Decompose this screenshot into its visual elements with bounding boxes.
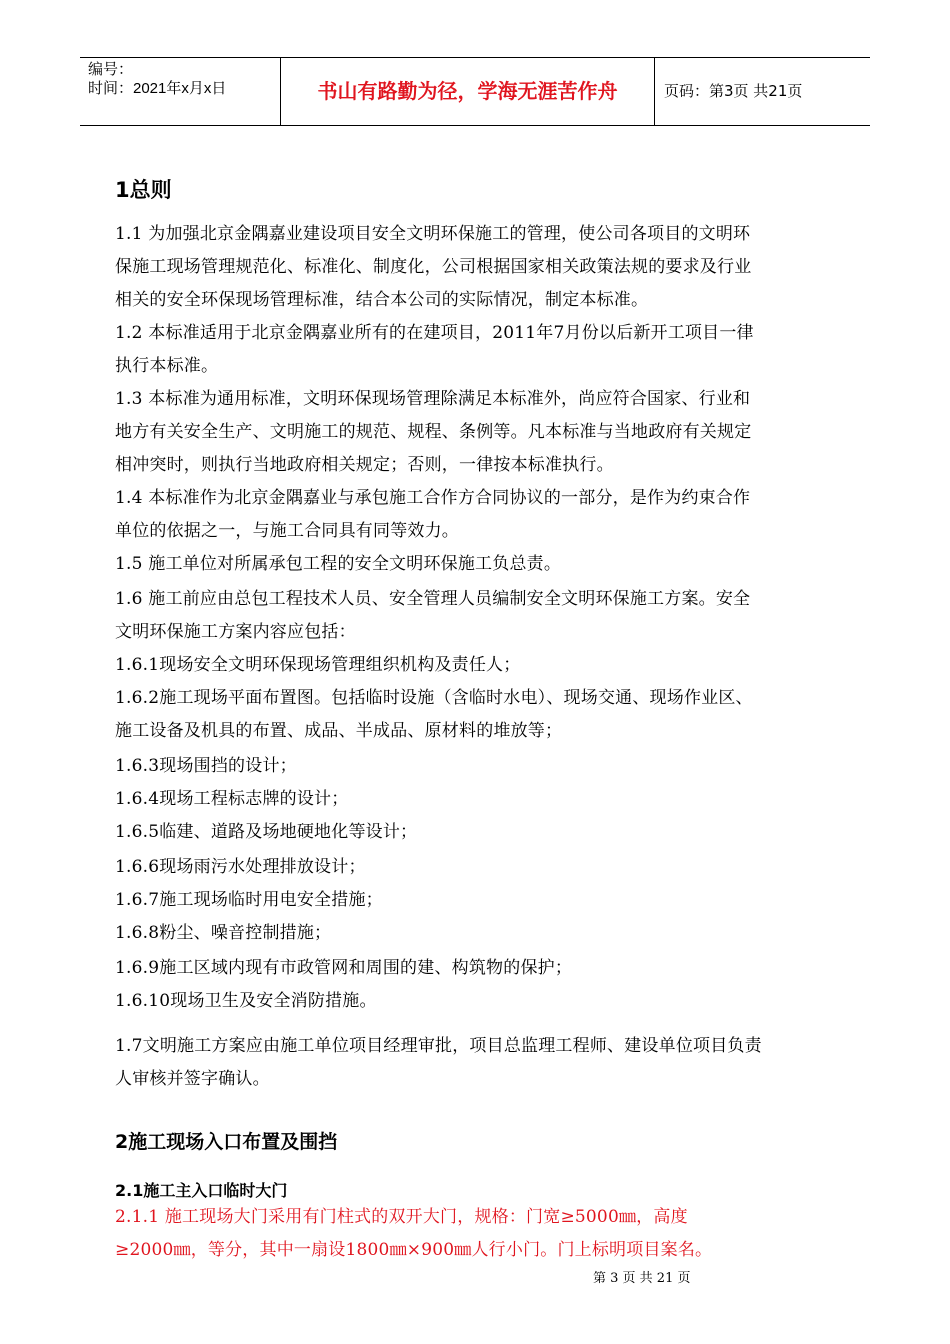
list-item: 1.6.8粉尘、噪音控制措施； (115, 923, 332, 943)
paragraph-line: 执行本标准。 (115, 356, 219, 376)
paragraph-line: ≥2000㎜，等分，其中一扇设1800㎜×900㎜人行小门。门上标明项目案名。 (115, 1240, 713, 1260)
paragraph-line: 1.2 本标准适用于北京金隅嘉业所有的在建项目，2011年7月份以后新开工项目一律 (115, 323, 754, 343)
list-item: 1.6.5临建、道路及场地硬地化等设计； (115, 822, 418, 842)
list-item: 1.6.1现场安全文明环保现场管理组织机构及责任人； (115, 655, 521, 675)
paragraph-line: 施工设备及机具的布置、成品、半成品、原材料的堆放等； (115, 721, 563, 741)
paragraph-line: 相冲突时，则执行当地政府相关规定；否则，一律按本标准执行。 (115, 455, 614, 475)
paragraph-line: 1.6 施工前应由总包工程技术人员、安全管理人员编制安全文明环保施工方案。安全 (115, 589, 751, 609)
footer-page-number: 第 3 页 共 21 页 (593, 1271, 691, 1286)
list-item: 1.6.4现场工程标志牌的设计； (115, 789, 349, 809)
header-meta (80, 58, 281, 125)
list-item: 1.6.3现场围挡的设计； (115, 756, 297, 776)
list-item: 1.6.9施工区域内现有市政管网和周围的建、构筑物的保护； (115, 958, 573, 978)
list-item: 1.6.10现场卫生及安全消防措施。 (115, 991, 377, 1011)
header-motto: 书山有路勤为径，学海无涯苦作舟 (281, 58, 655, 125)
paragraph-line: 1.4 本标准作为北京金隅嘉业与承包施工合作方合同协议的一部分，是作为约束合作 (115, 488, 751, 508)
paragraph-line: 1.1 为加强北京金隅嘉业建设项目安全文明环保施工的管理，使公司各项目的文明环 (115, 224, 751, 244)
list-item: 1.6.2施工现场平面布置图。包括临时设施（含临时水电）、现场交通、现场作业区、 (115, 688, 753, 708)
date-label: 时间：2021年x月x日 (88, 80, 227, 97)
list-item: 1.6.6现场雨污水处理排放设计； (115, 857, 366, 877)
subsection-title: 2.1施工主入口临时大门 (115, 1181, 288, 1200)
list-item: 1.6.7施工现场临时用电安全措施； (115, 890, 383, 910)
page-header (80, 57, 870, 126)
paragraph-line: 文明环保施工方案内容应包括： (115, 622, 356, 642)
header-page-info: 页码：第3页 共21页 (664, 82, 803, 100)
paragraph-line: 1.3 本标准为通用标准，文明环保现场管理除满足本标准外，尚应符合国家、行业和 (115, 389, 751, 409)
paragraph-line: 单位的依据之一，与施工合同具有同等效力。 (115, 521, 459, 541)
paragraph-line: 人审核并签字确认。 (115, 1069, 270, 1089)
paragraph-line: 1.7文明施工方案应由施工单位项目经理审批，项目总监理工程师、建设单位项目负责 (115, 1036, 762, 1056)
section-title: 1总则 (115, 178, 172, 202)
paragraph-line: 保施工现场管理规范化、标准化、制度化，公司根据国家相关政策法规的要求及行业 (115, 257, 752, 277)
section-title: 2施工现场入口布置及围挡 (115, 1131, 338, 1153)
paragraph-line: 相关的安全环保现场管理标准，结合本公司的实际情况，制定本标准。 (115, 290, 649, 310)
serial-label: 编号： (88, 61, 134, 78)
paragraph-line: 地方有关安全生产、文明施工的规范、规程、条例等。凡本标准与当地政府有关规定 (115, 422, 752, 442)
paragraph-line: 2.1.1 施工现场大门采用有门柱式的双开大门，规格：门宽≥5000㎜，高度 (115, 1207, 688, 1227)
paragraph-line: 1.5 施工单位对所属承包工程的安全文明环保施工负总责。 (115, 554, 562, 574)
